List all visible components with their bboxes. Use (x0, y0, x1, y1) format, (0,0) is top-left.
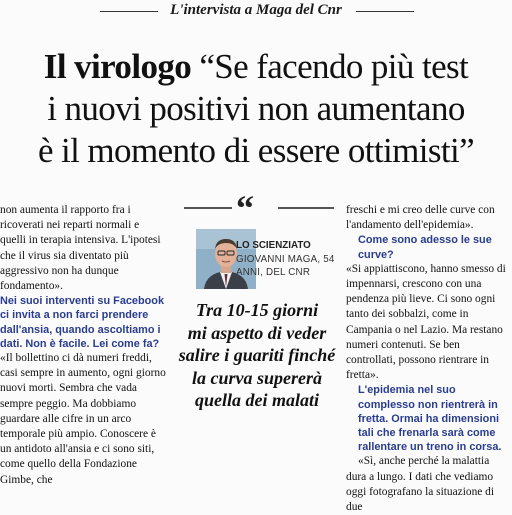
pull-quote-line: la curva supererà (192, 367, 322, 388)
interview-answer: freschi e mi creo delle curve con l'andamento dell'epidemia». (346, 204, 495, 232)
speaker-caption (236, 239, 338, 280)
kicker: L'intervista a Maga del Cnr (170, 2, 342, 18)
left-column (0, 203, 166, 486)
interview-answer: «Sì, anche perché la malattia dura a lungo. I dati che vediamo oggi fotografano la situazione di due (346, 455, 495, 514)
headline (0, 46, 512, 172)
interview-answer: non aumenta il rapporto fra i ricoverati nei reparti normali e quelli in terapia intensiva. L'ipotesi che il virus sia diventato più aggressivo non ha dunque fondamento». (0, 204, 161, 293)
interview-question: Come sono adesso le sue curve? (358, 234, 492, 261)
quote-rule-left (184, 207, 232, 209)
interview-answer: «Il bollettino ci dà numeri freddi, casi sempre in aumento, ogni giorno nuovi morti. Sembra che vada sempre peggio. Ma dobbiamo guardare alle cifre in un arco temporale più ampio. Conoscere è un antidoto all'ansia e ci sono siti, come quello della Fondazione Gimbe, che (0, 352, 166, 486)
pull-quote-line: salire i guariti finché (178, 345, 336, 365)
pull-quote (176, 299, 338, 412)
pull-quote-line: quella dei malati (195, 390, 319, 410)
quote-mark-icon: “ (236, 188, 252, 228)
quote-rule-right (278, 207, 334, 209)
headline-keyword: Il virologo (43, 47, 192, 86)
speaker-role-label: LO SCIENZIATO (236, 240, 311, 251)
pull-quote-line: Tra 10-15 giorni (195, 300, 319, 320)
headline-line-1-rest: “Se facendo più test (199, 47, 469, 86)
headline-line-1 (0, 46, 512, 88)
interview-question: L'epidemia nel suo complesso non rientrerà in fretta. Ormai ha dimensioni tali che frenarla sarà come rallentare un treno in corsa. (358, 384, 502, 454)
headline-line-2: i nuovi positivi non aumentano (47, 89, 465, 128)
interview-answer: «Si appiattiscono, hanno smesso di impennarsi, crescono con una pendenza più lieve. Ci sono ogni tanto dei sobbalzi, come in Campania o nel Lazio. Ma restano numeri contenuti. Se ben controllati, possono rientrare in fretta». (346, 262, 506, 382)
right-column (346, 203, 510, 514)
headline-line-3: è il momento di essere ottimisti” (37, 131, 475, 170)
interview-question: Nei suoi interventi su Facebook ci invita a non farci prendere dall'ansia, quando ascoltiamo i dati. Non è facile. Lei come fa? (0, 295, 165, 350)
speaker-description: GIOVANNI MAGA, 54 ANNI, DEL CNR (236, 253, 335, 278)
pull-quote-line: mi aspetto di veder (187, 322, 327, 343)
center-column (176, 188, 338, 410)
